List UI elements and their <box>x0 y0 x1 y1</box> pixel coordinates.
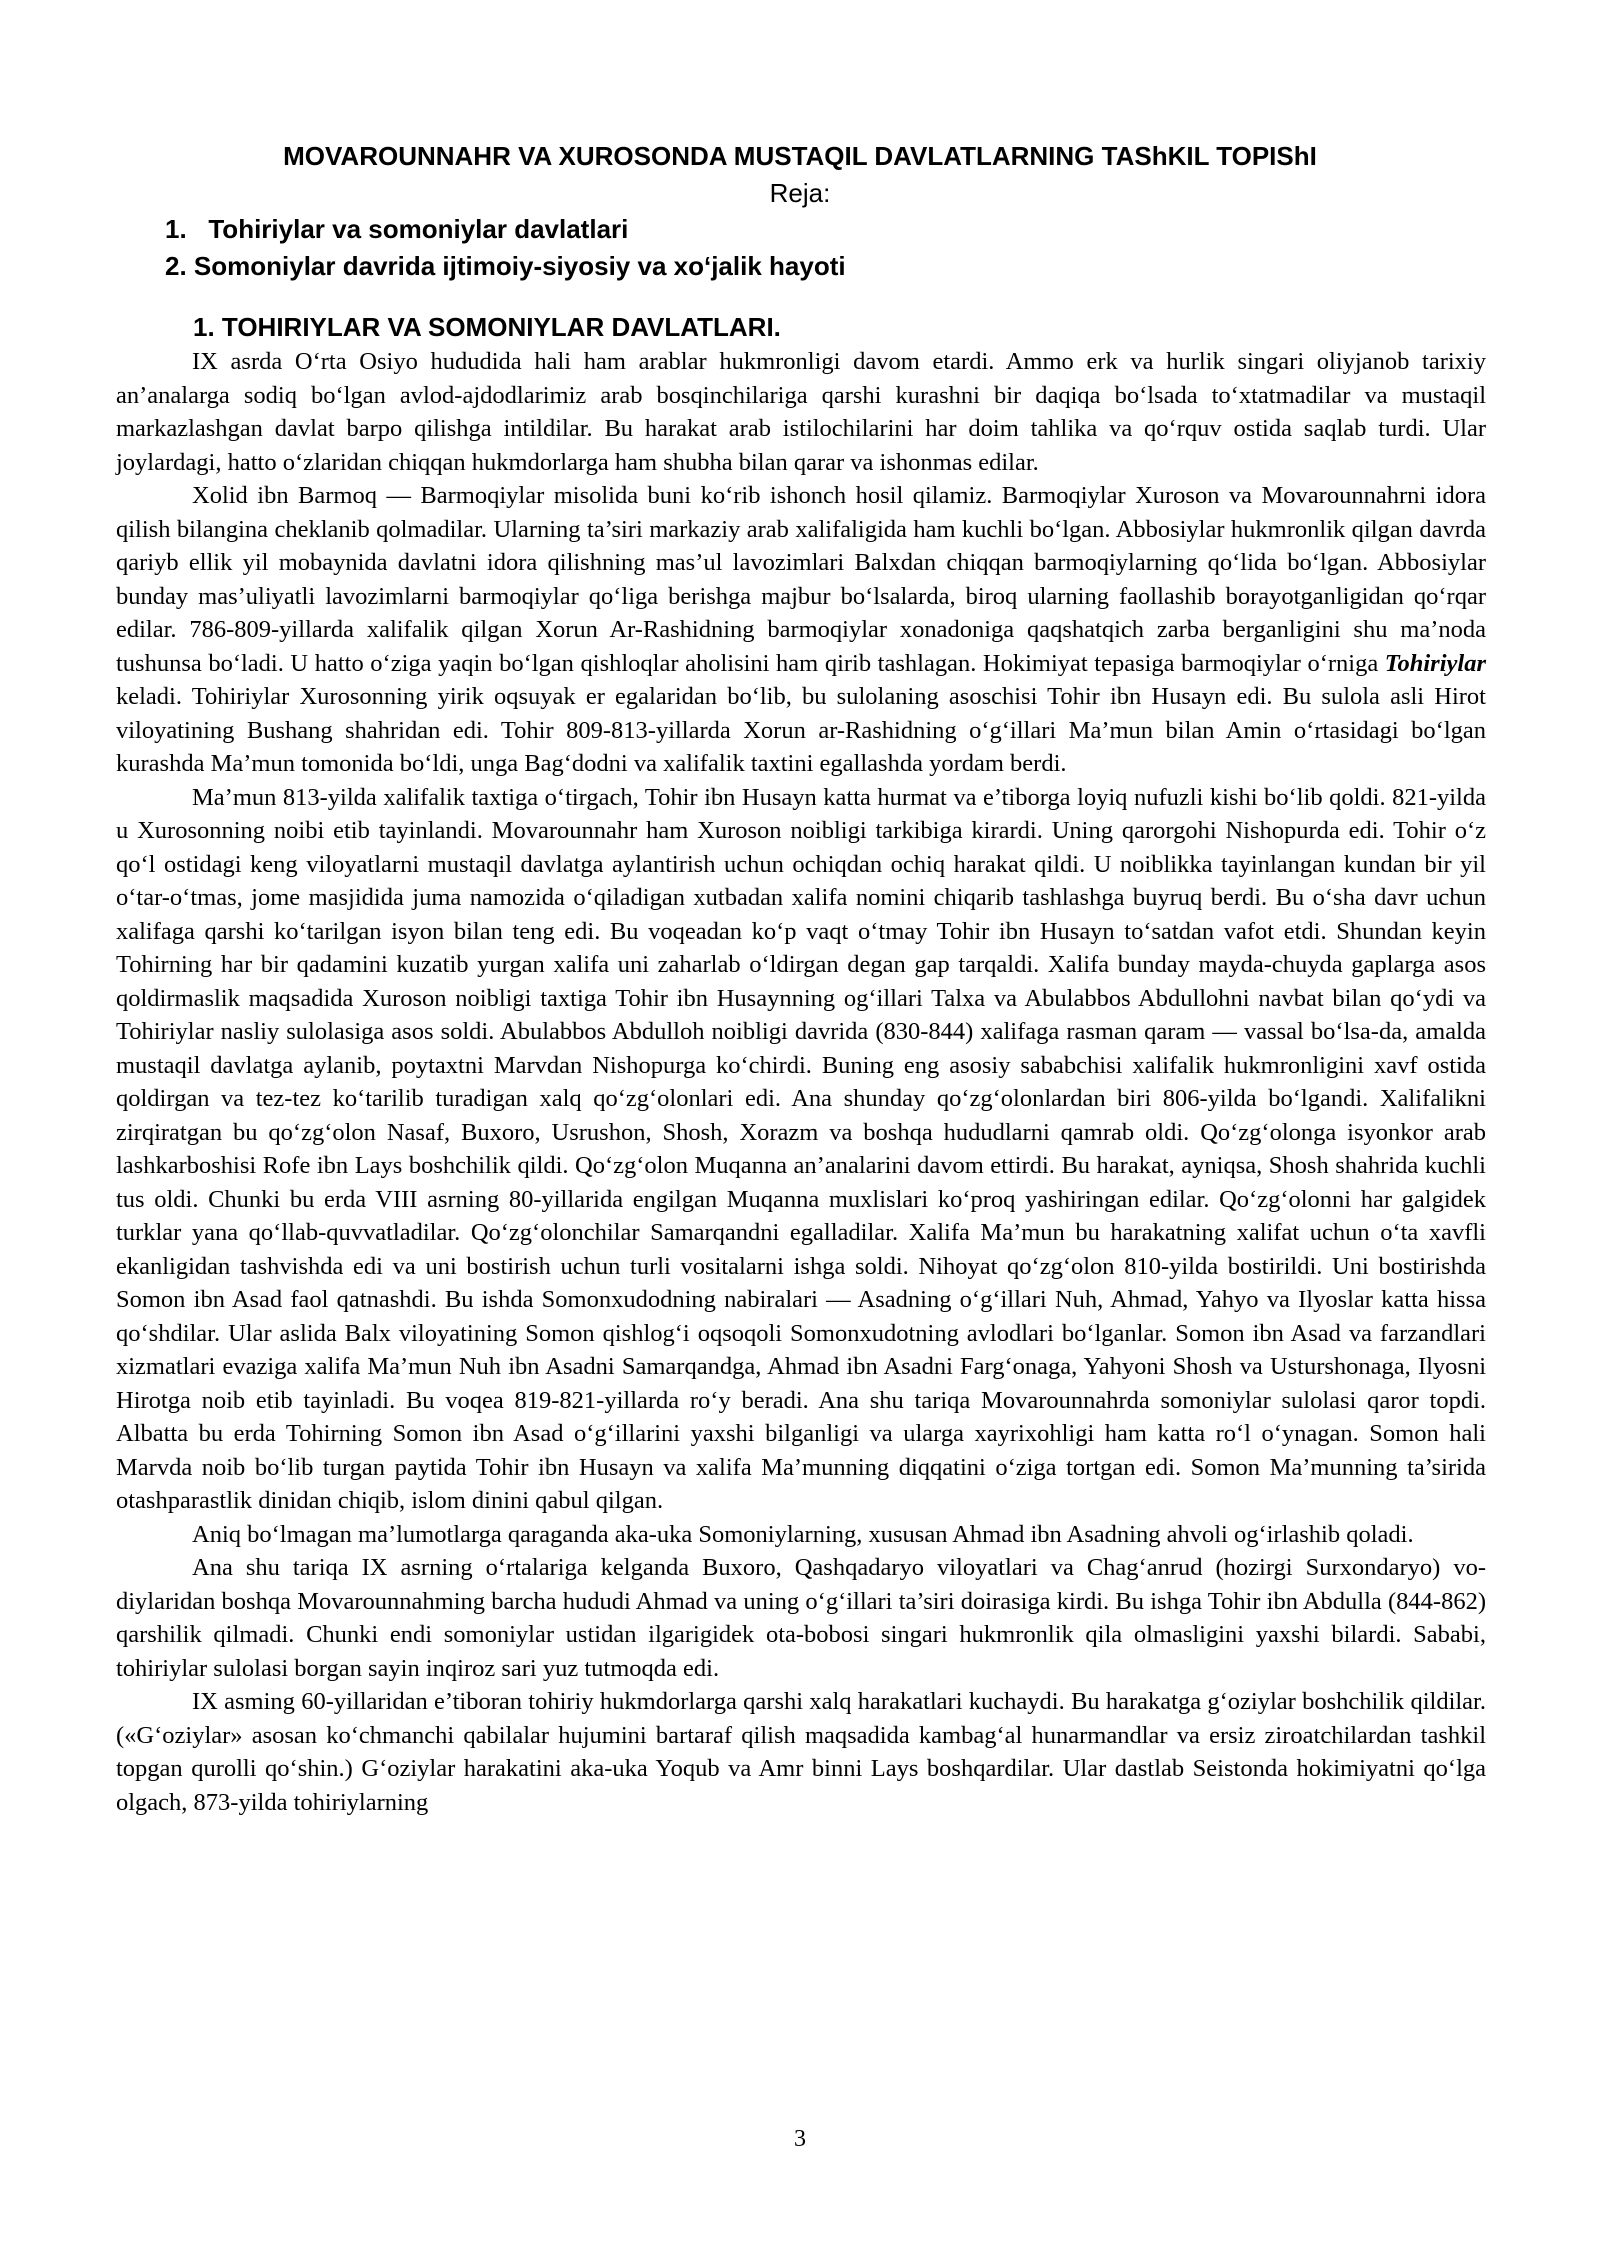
paragraph-text: Xolid ibn Barmoq — Barmoqiylar misolida buni ko‘rib ishonch hosil qilamiz. Barmoqiylar Xuroson va Movarounnahrni idora qilish bilangina cheklanib qolmadilar. Ularning ta’siri markaziy arab xalifaligida ham kuchli bo‘lgan. Abbosiylar hukmronlik qilgan davrda qariyb ellik yil mobaynida davlatni idora qilishning mas’ul lavozimlari Balxdan chiqqan barmoqiylarning qo‘lida bo‘lgan. Abbosiylar bunday mas’uliyatli lavozimlarni barmoqiylar qo‘liga berishga majbur bo‘lsalarda, biroq ularning faollashib borayotganligidan qo‘rqar edilar. 786-809-yillarda xalifalik qilgan Xorun Ar-Rashidning barmoqiylar xonadoniga qaqshatqich zarba berganligini shu ma’noda tushunsa bo‘ladi. U hatto o‘ziga yaqin bo‘lgan qishloqlar aholisini ham qirib tashlagan. Hokimiyat tepasiga barmoqiylar o‘rniga <box>116 482 1486 677</box>
document-title: MOVAROUNNAHR VA XUROSONDA MUSTAQIL DAVLATLARNING TAShKIL TOPIShI <box>283 141 1317 171</box>
plan-item: 2. Somoniylar davrida ijtimoiy-siyosiy va xo‘jalik hayoti <box>165 251 846 281</box>
emphasized-term: Tohiriylar <box>1384 649 1486 677</box>
paragraph: Ana shu tariqa IX asrning o‘rtalariga kelganda Buxoro, Qashqadaryo viloyatlari va Chag‘anrud (hozirgi Surxondaryo) vo-diylaridan boshqa Movarounnahming barcha hududi Ahmad va uning o‘g‘illari ta’siri doirasiga kirdi. Bu ishga Tohir ibn Abdulla (844-862) qarshilik qilmadi. Chunki endi somoniylar ustidan ilgarigidek ota-bobosi singari hukmronlik qila olmasligini yaxshi bilardi. Sababi, tohiriylar sulolasi borgan sayin inqiroz sari yuz tutmoqda edi. <box>116 1554 1486 1682</box>
plan-list <box>165 211 846 285</box>
body-text <box>116 345 1486 1819</box>
paragraph: Ma’mun 813-yilda xalifalik taxtiga o‘tirgach, Tohir ibn Husayn katta hurmat va e’tiborga loyiq nufuzli kishi bo‘lib qoldi. 821-yilda u Xurosonning noibi etib tayinlandi. Movarounnahr ham Xuroson noibligi tarkibiga kirardi. Uning qarorgohi Nishopurda edi. Tohir o‘z qo‘l ostidagi keng viloyatlarni mustaqil davlatga aylantirish uchun ochiqdan ochiq harakat qildi. U noiblikka tayinlangan kundan bir yil o‘tar-o‘tmas, jome masjidida juma namozida o‘qiladigan xutbadan xalifa nomini chiqarib tashlashga buyruq berdi. Bu o‘sha davr uchun xalifaga qarshi ko‘tarilgan isyon bilan teng edi. Bu voqeadan ko‘p vaqt o‘tmay Tohir ibn Husayn to‘satdan vafot etdi. Shundan keyin Tohirning har bir qadamini kuzatib yurgan xalifa uni zaharlab o‘ldirgan degan gap tarqaldi. Xalifa bunday mayda-chuyda gaplarga asos qoldirmaslik maqsadida Xuroson noibligi taxtiga Tohir ibn Husaynning og‘illari Talxa va Abulabbos Abdullohni navbat bilan qo‘ydi va Tohiriylar nasliy sulolasiga asos soldi. Abulabbos Abdulloh noibligi davrida (830-844) xalifaga rasman qaram — vassal bo‘lsa-da, amalda mustaqil davlatga aylanib, poytaxtni Marvdan Nishopurga ko‘chirdi. Buning eng asosiy sababchisi xalifalik hukmronligini xavf ostida qoldirgan va tez-tez ko‘tarilib turadigan xalq qo‘zg‘olonlari edi. Ana shunday qo‘zg‘olonlardan biri 806-yilda bo‘lgandi. Xalifalikni zirqiratgan bu qo‘zg‘olon Nasaf, Buxoro, Usrushon, Shosh, Xorazm va boshqa hududlarni qamrab oldi. Qo‘zg‘olonga isyonkor arab lashkarboshisi Rofe ibn Lays boshchilik qildi. Qo‘zg‘olon Muqanna an’analarini davom ettirdi. Bu harakat, ayniqsa, Shosh shahrida kuchli tus oldi. Chunki bu erda VIII asrning 80-yillarida engilgan Muqanna muxlislari ko‘proq yashiringan edilar. Qo‘zg‘olonni har galgidek turklar yana qo‘llab-quvvatladilar. Qo‘zg‘olonchilar Samarqandni egalladilar. Xalifa Ma’mun bu harakatning xalifat uchun o‘ta xavfli ekanligidan tashvishda edi va uni bostirish uchun turli vositalarni ishga soldi. Nihoyat qo‘zg‘olon 810-yilda bostirildi. Uni bostirishda Somon ibn Asad faol qatnashdi. Bu ishda Somonxudodning nabiralari — Asadning o‘g‘illari Nuh, Ahmad, Yahyo va Ilyoslar katta hissa qo‘shdilar. Ular aslida Balx viloyatining Somon qishlog‘i oqsoqoli Somonxudotning avlodlari bo‘lganlar. Somon ibn Asad va farzandlari xizmatlari evaziga xalifa Ma’mun Nuh ibn Asadni Samarqandga, Ahmad ibn Asadni Farg‘onaga, Yahyoni Shosh va Usturshonaga, Ilyosni Hirotga noib etib tayinladi. Bu voqea 819-821-yillarda ro‘y beradi. Ana shu tariqa Movarounnahrda somoniylar sulolasi qaror topdi. Albatta bu erda Tohirning Somon ibn Asad o‘g‘illarini yaxshi bilganligi va ularga xayrixohligi ham katta ro‘l o‘ynagan. Somon hali Marvda noib bo‘lib turgan paytida Tohir ibn Husayn va xalifa Ma’munning diqqatini o‘ziga tortgan edi. Somon Ma’munning ta’sirida otashparastlik dinidan chiqib, islom dinini qabul qilgan. <box>116 783 1486 1514</box>
plan-item: 1. Tohiriylar va somoniylar davlatlari <box>165 214 629 244</box>
section-heading: 1. TOHIRIYLAR VA SOMONIYLAR DAVLATLARI. <box>193 312 781 342</box>
page-number: 3 <box>794 2126 806 2152</box>
paragraph: Aniq bo‘lmagan ma’lumotlarga qaraganda aka-uka Somoniylarning, xususan Ahmad ibn Asadning ahvoli og‘irlashib qoladi. <box>192 1520 1414 1548</box>
paragraph: IX asrda O‘rta Osiyo hududida hali ham arablar hukmronligi davom etardi. Ammo erk va hurlik singari oliyjanob tarixiy an’analarga sodiq bo‘lgan avlod-ajdodlarimiz arab bosqinchilariga qarshi kurashni bir daqiqa bo‘lsada to‘xtatmadilar va mustaqil markazlashgan davlat barpo qilishga intildilar. Bu harakat arab istilochilarini har doim tahlika va qo‘rquv ostida saqlab turdi. Ular joylardagi, hatto o‘zlaridan chiqqan hukmdorlarga ham shubha bilan qarar va ishonmas edilar. <box>116 348 1486 476</box>
paragraph: IX asming 60-yillaridan e’tiboran tohiriy hukmdorlarga qarshi xalq harakatlari kuchaydi. Bu harakatga g‘oziylar boshchilik qildilar. («G‘oziylar» asosan ko‘chmanchi qabilalar hujumini bartaraf qilish maqsadida kambag‘al hunarmandlar va ersiz ziroatchilardan tashkil topgan qurolli qo‘shin.) G‘oziylar harakatini aka-uka Yoqub va Amr binni Lays boshqardilar. Ular dastlab Seistonda hokimiyatni qo‘lga olgach, 873-yilda tohiriylarning <box>116 1688 1486 1816</box>
paragraph-text: keladi. Tohiriylar Xurosonning yirik oqsuyak er egalaridan bo‘lib, bu sulolaning asoschisi Tohir ibn Husayn edi. Bu sulola asli Hirot viloyatining Bushang shahridan edi. Tohir 809-813-yillarda Xorun ar-Rashidning o‘g‘illari Ma’mun bilan Amin o‘rtasidagi bo‘lgan kurashda Ma’mun tomonida bo‘ldi, unga Bag‘dodni va xalifalik taxtini egallashda yordam berdi. <box>116 683 1486 777</box>
plan-label: Reja: <box>769 178 831 208</box>
paragraph <box>116 479 1486 781</box>
